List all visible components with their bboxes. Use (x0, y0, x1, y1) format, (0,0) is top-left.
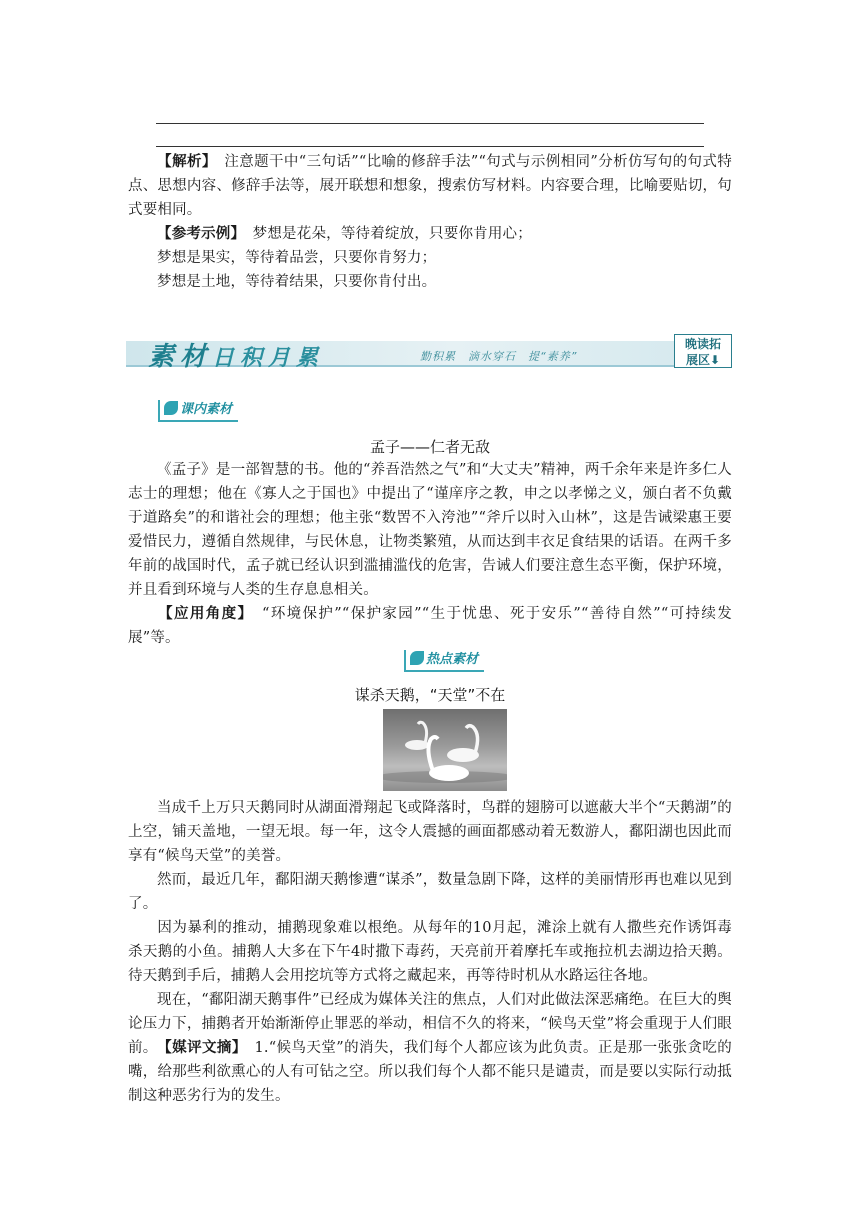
swan-paragraph-4: 现在，“鄱阳湖天鹅事件”已经成为媒体关注的焦点，人们对此做法深恶痛绝。在巨大的舆论压力下，捕鹅者开始渐渐停止罪恶的举动，相信不久的将来，“候鸟天堂”将会重现于人们眼前。 (128, 992, 732, 1056)
media-review-label: 【媒评文摘】 (157, 1040, 240, 1056)
swan-paragraph-1: 当成千上万只天鹅同时从湖面滑翔起飞或降落时，鸟群的翅膀可以遮蔽大半个“天鹅湖”的上空，铺天盖地，一望无垠。每一年，这令人震撼的画面都感动着无数游人，鄱阳湖也因此而享有“候鸟天堂”的美誉。 (128, 800, 732, 864)
analysis-text: 注意题干中“三句话”“比喻的修辞手法”“句式与示例相同”分析仿写句的句式特点、思想内容、修辞手法等，展开联想和想象，搜索仿写材料。内容要合理，比喻要贴切，句式要相同。 (128, 154, 733, 218)
media-review-text: 1.“候鸟天堂”的消失，我们每个人都应该为此负责。正是那一张张贪吃的嘴，给那些利欲熏心的人有可钻之空。所以我们每个人都不能只是谴责，而是要以实际行动抵制这种恶劣行为的发生。 (128, 1040, 732, 1104)
media-review-paragraph (128, 1036, 732, 1108)
example-line-2: 梦想是果实，等待着品尝，只要你肯努力； (157, 250, 437, 266)
mencius-heading: 孟子——仁者无敌 (369, 438, 490, 456)
evening-reading-box: 晚读拓 展区⬇ (674, 334, 732, 368)
answer-line-2 (156, 146, 704, 147)
in-class-material-tag: 课内素材 (158, 400, 238, 422)
banner-title: 素材日积月累 (148, 342, 325, 372)
leaf-icon (164, 401, 178, 415)
application-paragraph (128, 602, 732, 650)
swans-photo (383, 709, 507, 791)
swan-heading: 谋杀天鹅，“天堂”不在 (354, 686, 506, 704)
leaf-icon (410, 651, 424, 665)
mencius-body: 《孟子》是一部智慧的书。他的“养吾浩然之气”和“大丈夫”精神，两千余年来是许多仁人志士的理想；他在《寡人之于国也》中提出了“谨庠序之教，申之以孝悌之义，颁白者不负戴于道路矣”的和谐社会的理想；他主张“数罟不入洿池”“斧斤以时入山林”，这是告诫梁惠王要爱惜民力，遵循自然规律，与民休息，让物类繁殖，从而达到丰衣足食结果的话语。在两千多年前的战国时代，孟子就已经认识到滥捕滥伐的危害，告诫人们要注意生态平衡，保护环境，并且看到环境与人类的生存息息相关。 (128, 462, 732, 598)
answer-line-1 (156, 123, 704, 124)
example-label: 【参考示例】 (157, 226, 238, 242)
swans-illustration (383, 709, 507, 791)
swan-paragraph-2: 然而，最近几年，鄱阳湖天鹅惨遭“谋杀”，数量急剧下降，这样的美丽情形再也难以见到了。 (128, 872, 732, 912)
example-line-1: 梦想是花朵，等待着绽放，只要你肯用心； (252, 226, 532, 242)
application-label: 【应用角度】 (157, 606, 247, 622)
analysis-label: 【解析】 (157, 154, 210, 170)
banner-subtitle: 勤积累 滴水穿石 提“素养” (420, 350, 578, 363)
example-paragraph (128, 222, 732, 294)
swan-paragraph-3: 因为暴利的推动，捕鹅现象难以根绝。从每年的10月起，滩涂上就有人撒些充作诱饵毒杀天鹅的小鱼。捕鹅人大多在下午4时撒下毒药，天亮前开着摩托车或拖拉机去湖边拾天鹅。待天鹅到手后，捕鹅人会用挖坑等方式将之藏起来，再等待时机从水路运往各地。 (128, 920, 732, 984)
example-line-3: 梦想是土地，等待着结果，只要你肯付出。 (157, 274, 437, 290)
hot-material-tag: 热点素材 (404, 650, 484, 672)
application-text: “环境保护”“保护家园”“生于忧患、死于安乐”“善待自然”“可持续发展”等。 (128, 606, 733, 646)
section-banner (126, 334, 734, 370)
analysis-paragraph (128, 150, 732, 222)
